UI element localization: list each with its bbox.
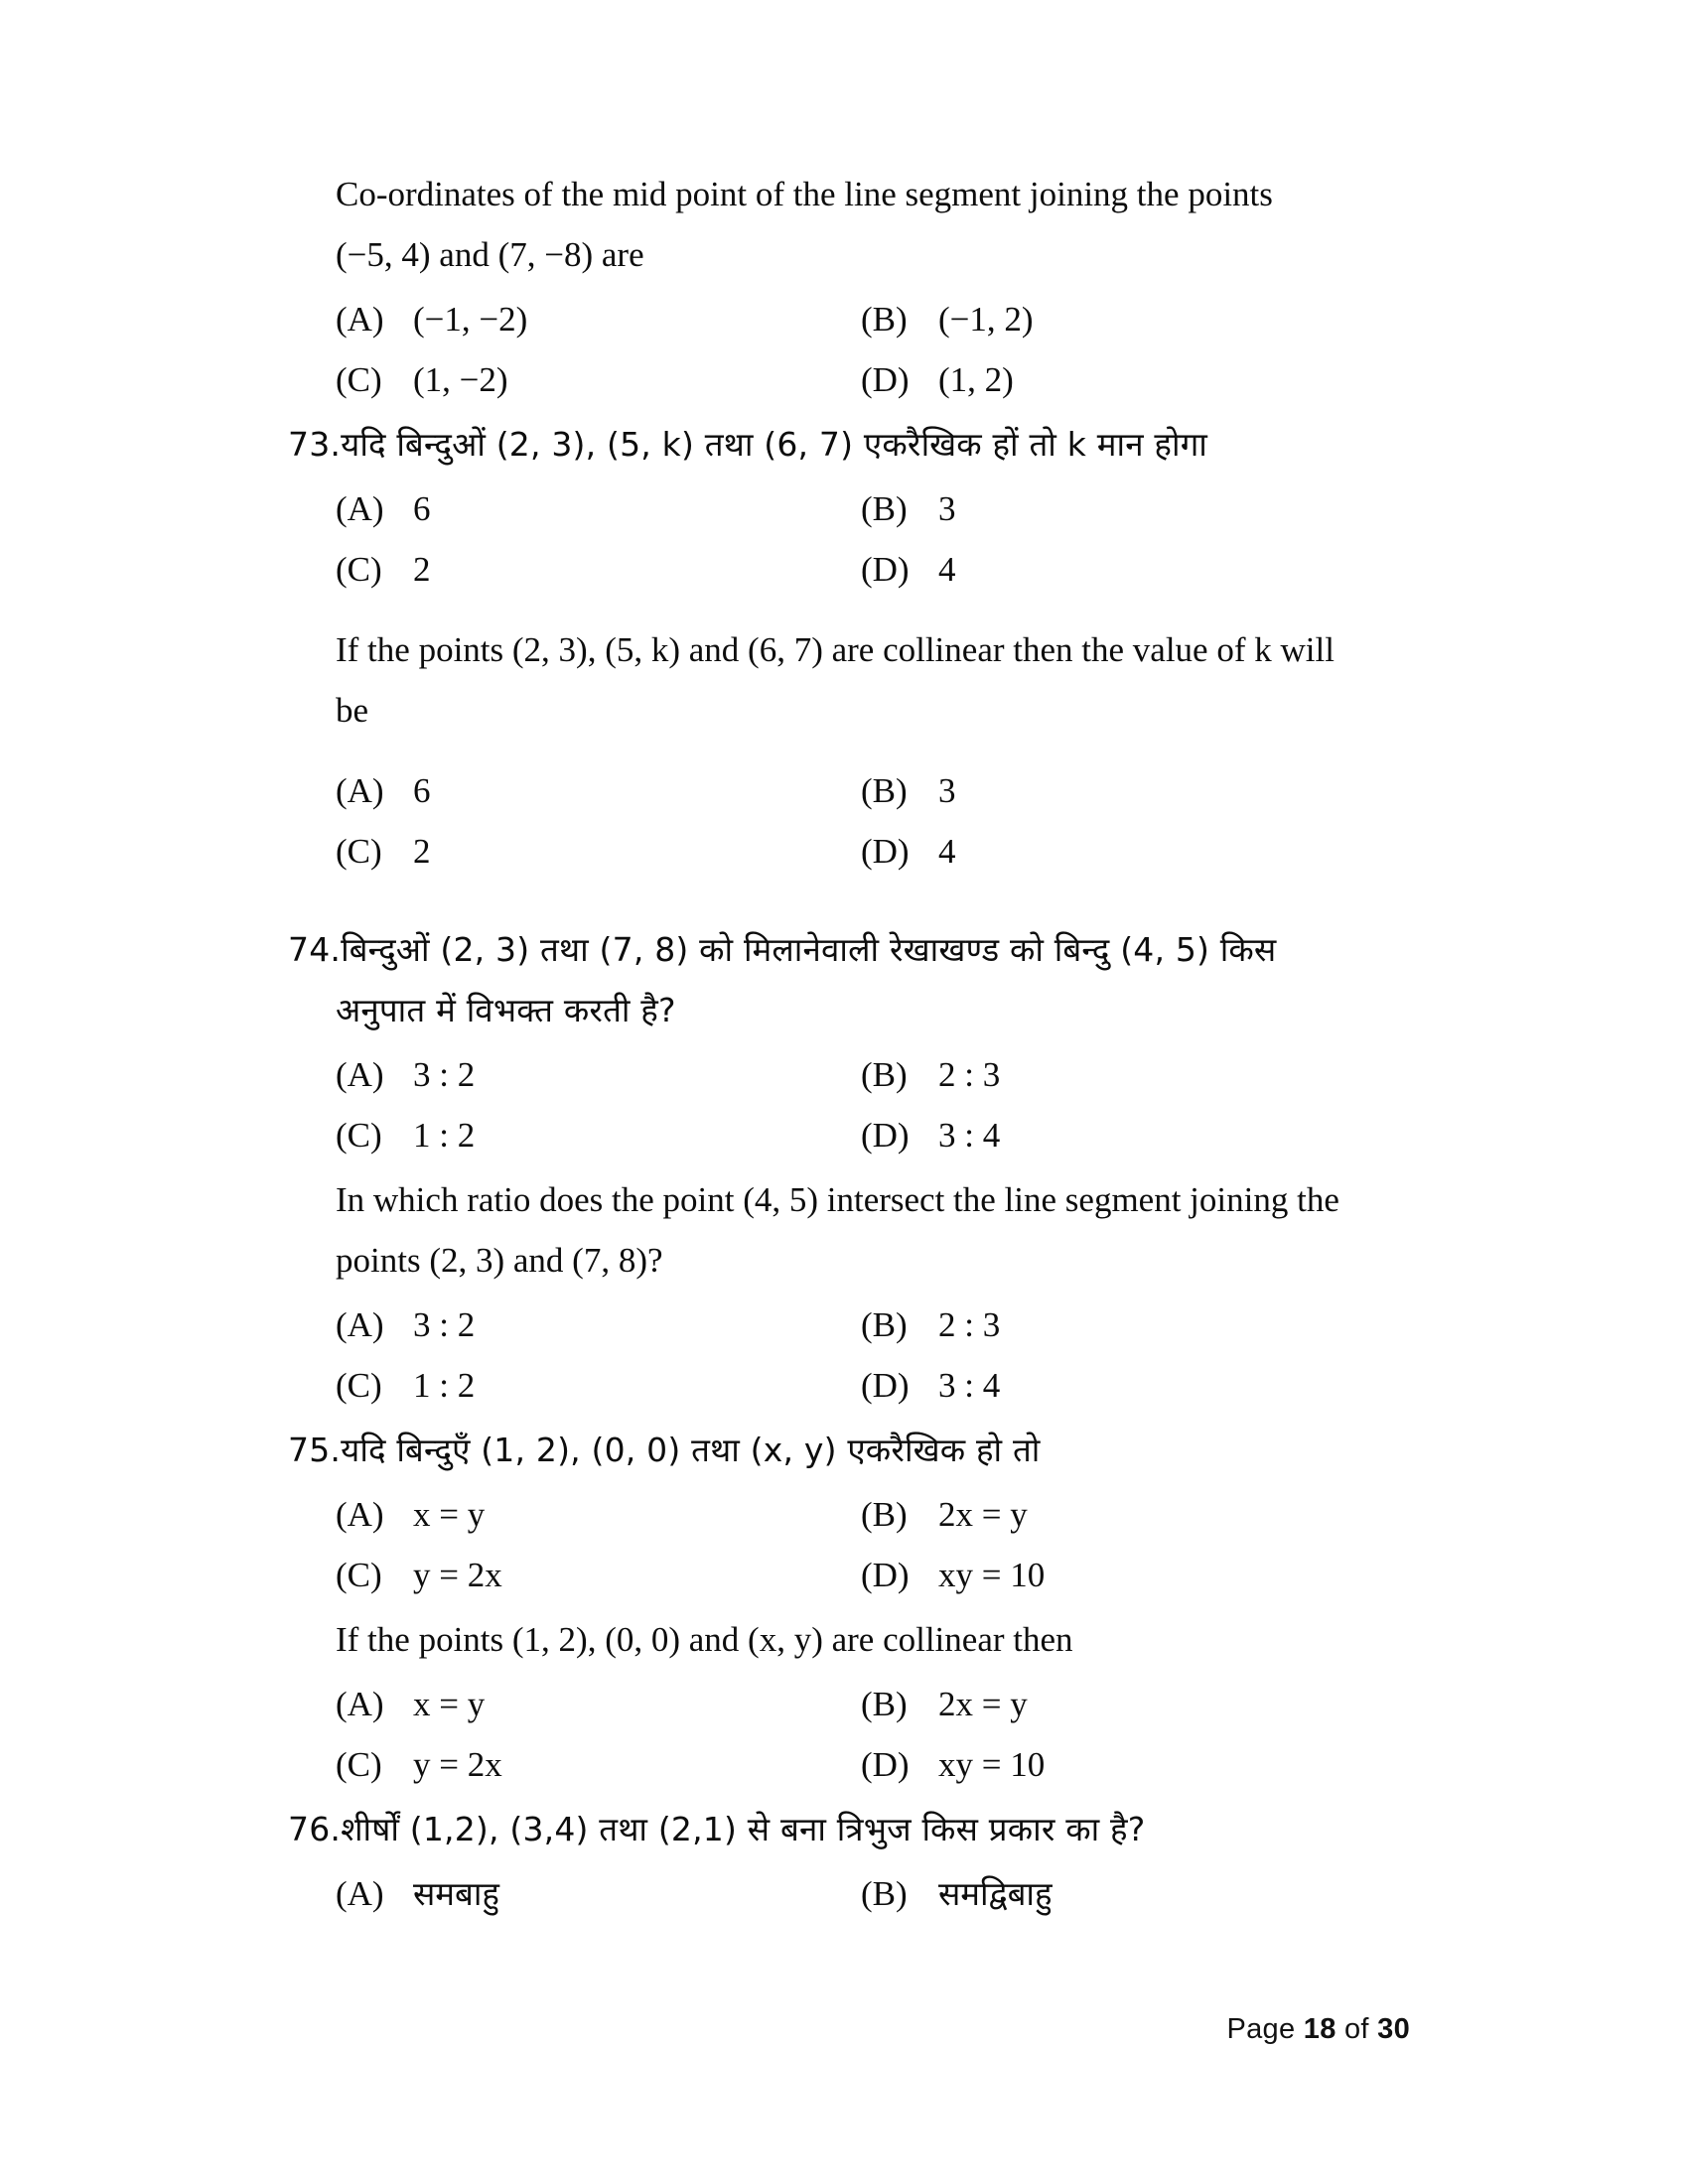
question-block-76 (288, 1799, 1410, 1924)
option-c[interactable] (288, 821, 849, 882)
question-72-stem-line2: (−5, 4) and (7, −8) are (336, 235, 644, 274)
footer-prefix: Page (1226, 2013, 1304, 2045)
option-b[interactable] (849, 1044, 1410, 1105)
page-content (288, 164, 1410, 1928)
option-row (288, 1734, 1410, 1795)
question-block-74 (288, 919, 1410, 1416)
option-value: 3 : 4 (938, 1366, 1001, 1405)
option-row (288, 760, 1410, 821)
option-row (288, 478, 1410, 539)
option-c[interactable] (288, 349, 849, 410)
option-label: (B) (861, 300, 908, 339)
option-label: (A) (336, 1685, 384, 1723)
spacer (288, 741, 1410, 756)
option-value: 3 : 2 (413, 1305, 476, 1344)
option-value: (1, −2) (413, 360, 508, 399)
option-label: (C) (336, 1745, 382, 1784)
option-c[interactable] (288, 539, 849, 600)
option-a[interactable] (288, 1044, 849, 1105)
question-75-stem-english: If the points (1, 2), (0, 0) and (x, y) are collinear then (336, 1620, 1073, 1659)
option-label: (B) (861, 1305, 908, 1344)
option-label: (B) (861, 771, 908, 810)
option-value: 3 (938, 771, 956, 810)
option-row (288, 1044, 1410, 1105)
option-label: (D) (861, 832, 910, 871)
option-d[interactable] (849, 349, 1410, 410)
option-value: (1, 2) (938, 360, 1014, 399)
question-72-options (288, 289, 1410, 410)
option-row (288, 1674, 1410, 1734)
option-value: xy = 10 (938, 1556, 1046, 1594)
option-value: y = 2x (413, 1745, 502, 1784)
option-value: 4 (938, 832, 956, 871)
question-73-options-english (288, 760, 1410, 882)
option-b[interactable] (849, 289, 1410, 349)
option-b[interactable] (849, 1674, 1410, 1734)
spacer (288, 604, 1410, 619)
option-value: x = y (413, 1495, 486, 1534)
option-b[interactable] (849, 1484, 1410, 1545)
option-label: (D) (861, 550, 910, 589)
question-74-options-hindi (288, 1044, 1410, 1165)
option-label: (A) (336, 1055, 384, 1094)
option-b[interactable] (849, 1295, 1410, 1355)
option-value: 1 : 2 (413, 1116, 476, 1155)
option-label: (D) (861, 1116, 910, 1155)
option-row (288, 1484, 1410, 1545)
question-74-stem-hindi-line2: अनुपात में विभक्त करती है? (336, 991, 676, 1029)
option-b[interactable] (849, 478, 1410, 539)
option-a[interactable] (288, 760, 849, 821)
option-label: (A) (336, 1874, 384, 1913)
question-72-stem-line1: Co-ordinates of the mid point of the line segment joining the points (336, 175, 1273, 213)
option-a[interactable] (288, 478, 849, 539)
option-label: (D) (861, 1745, 910, 1784)
option-label: (A) (336, 489, 384, 528)
option-a[interactable] (288, 1863, 849, 1924)
option-label: (B) (861, 1055, 908, 1094)
option-label: (C) (336, 1556, 382, 1594)
option-value: 3 : 4 (938, 1116, 1001, 1155)
option-label: (D) (861, 1366, 910, 1405)
question-76-stem-hindi: 76.शीर्षों (1,2), (3,4) तथा (2,1) से बना त्रिभुज किस प्रकार का है? (288, 1810, 1146, 1848)
question-74-stem-hindi-line1: 74.बिन्दुओं (2, 3) तथा (7, 8) को मिलानेवाली रेखाखण्ड को बिन्दु (4, 5) किस (288, 930, 1277, 969)
option-label: (D) (861, 360, 910, 399)
footer-total-pages: 30 (1377, 2013, 1410, 2045)
option-row (288, 349, 1410, 410)
question-block-73 (288, 414, 1410, 882)
option-value: समबाहु (413, 1874, 499, 1913)
question-73-options-hindi (288, 478, 1410, 600)
option-a[interactable] (288, 1484, 849, 1545)
question-73-stem-english-line1: If the points (2, 3), (5, k) and (6, 7) are collinear then the value of k will (336, 630, 1335, 669)
option-d[interactable] (849, 539, 1410, 600)
question-73-stem-hindi: 73.यदि बिन्दुओं (2, 3), (5, k) तथा (6, 7) एकरैखिक हों तो k मान होगा (288, 425, 1208, 464)
option-d[interactable] (849, 1734, 1410, 1795)
option-row (288, 1355, 1410, 1416)
option-label: (B) (861, 1874, 908, 1913)
footer-page-number: 18 (1303, 2013, 1336, 2045)
option-a[interactable] (288, 1674, 849, 1734)
option-label: (C) (336, 1116, 382, 1155)
option-value: 2x = y (938, 1495, 1028, 1534)
option-label: (C) (336, 1366, 382, 1405)
question-74-stem-english-line2: points (2, 3) and (7, 8)? (336, 1241, 663, 1280)
question-75-options-english (288, 1674, 1410, 1795)
option-b[interactable] (849, 760, 1410, 821)
option-value: 2 (413, 550, 431, 589)
option-label: (A) (336, 771, 384, 810)
option-value: 2x = y (938, 1685, 1028, 1723)
option-value: 6 (413, 489, 431, 528)
question-75-stem-hindi: 75.यदि बिन्दुएँ (1, 2), (0, 0) तथा (x, y) एकरैखिक हो तो (288, 1431, 1041, 1469)
option-value: 6 (413, 771, 431, 810)
option-value: xy = 10 (938, 1745, 1046, 1784)
option-b[interactable] (849, 1863, 1410, 1924)
question-block-75 (288, 1420, 1410, 1795)
spacer (288, 886, 1410, 919)
option-row (288, 1863, 1410, 1924)
option-d[interactable] (849, 1105, 1410, 1165)
question-73-stem-english-line2: be (336, 691, 369, 730)
option-label: (A) (336, 1305, 384, 1344)
page-footer (1226, 2013, 1410, 2046)
option-value: 2 (413, 832, 431, 871)
option-c[interactable] (288, 1545, 849, 1605)
option-value: (−1, 2) (938, 300, 1034, 339)
option-label: (B) (861, 1685, 908, 1723)
option-value: (−1, −2) (413, 300, 528, 339)
option-c[interactable] (288, 1734, 849, 1795)
option-value: 3 : 2 (413, 1055, 476, 1094)
question-block-72 (288, 164, 1410, 410)
footer-middle: of (1336, 2013, 1378, 2045)
option-value: 3 (938, 489, 956, 528)
option-label: (D) (861, 1556, 910, 1594)
option-label: (A) (336, 300, 384, 339)
option-label: (C) (336, 360, 382, 399)
option-row (288, 1545, 1410, 1605)
option-row (288, 1105, 1410, 1165)
question-74-stem-english-line1: In which ratio does the point (4, 5) intersect the line segment joining the (336, 1180, 1339, 1219)
option-label: (C) (336, 832, 382, 871)
option-value: 4 (938, 550, 956, 589)
option-c[interactable] (288, 1355, 849, 1416)
option-c[interactable] (288, 1105, 849, 1165)
question-76-options-hindi (288, 1863, 1410, 1924)
option-d[interactable] (849, 1355, 1410, 1416)
option-row (288, 1295, 1410, 1355)
option-row (288, 539, 1410, 600)
option-value: 2 : 3 (938, 1305, 1001, 1344)
option-label: (A) (336, 1495, 384, 1534)
option-label: (B) (861, 489, 908, 528)
question-75-options-hindi (288, 1484, 1410, 1605)
option-value: समद्विबाहु (938, 1874, 1053, 1913)
option-a[interactable] (288, 1295, 849, 1355)
option-d[interactable] (849, 1545, 1410, 1605)
option-value: x = y (413, 1685, 486, 1723)
question-74-options-english (288, 1295, 1410, 1416)
option-value: 1 : 2 (413, 1366, 476, 1405)
option-label: (B) (861, 1495, 908, 1534)
option-d[interactable] (849, 821, 1410, 882)
option-value: 2 : 3 (938, 1055, 1001, 1094)
option-row (288, 289, 1410, 349)
option-row (288, 821, 1410, 882)
option-a[interactable] (288, 289, 849, 349)
option-label: (C) (336, 550, 382, 589)
option-value: y = 2x (413, 1556, 502, 1594)
